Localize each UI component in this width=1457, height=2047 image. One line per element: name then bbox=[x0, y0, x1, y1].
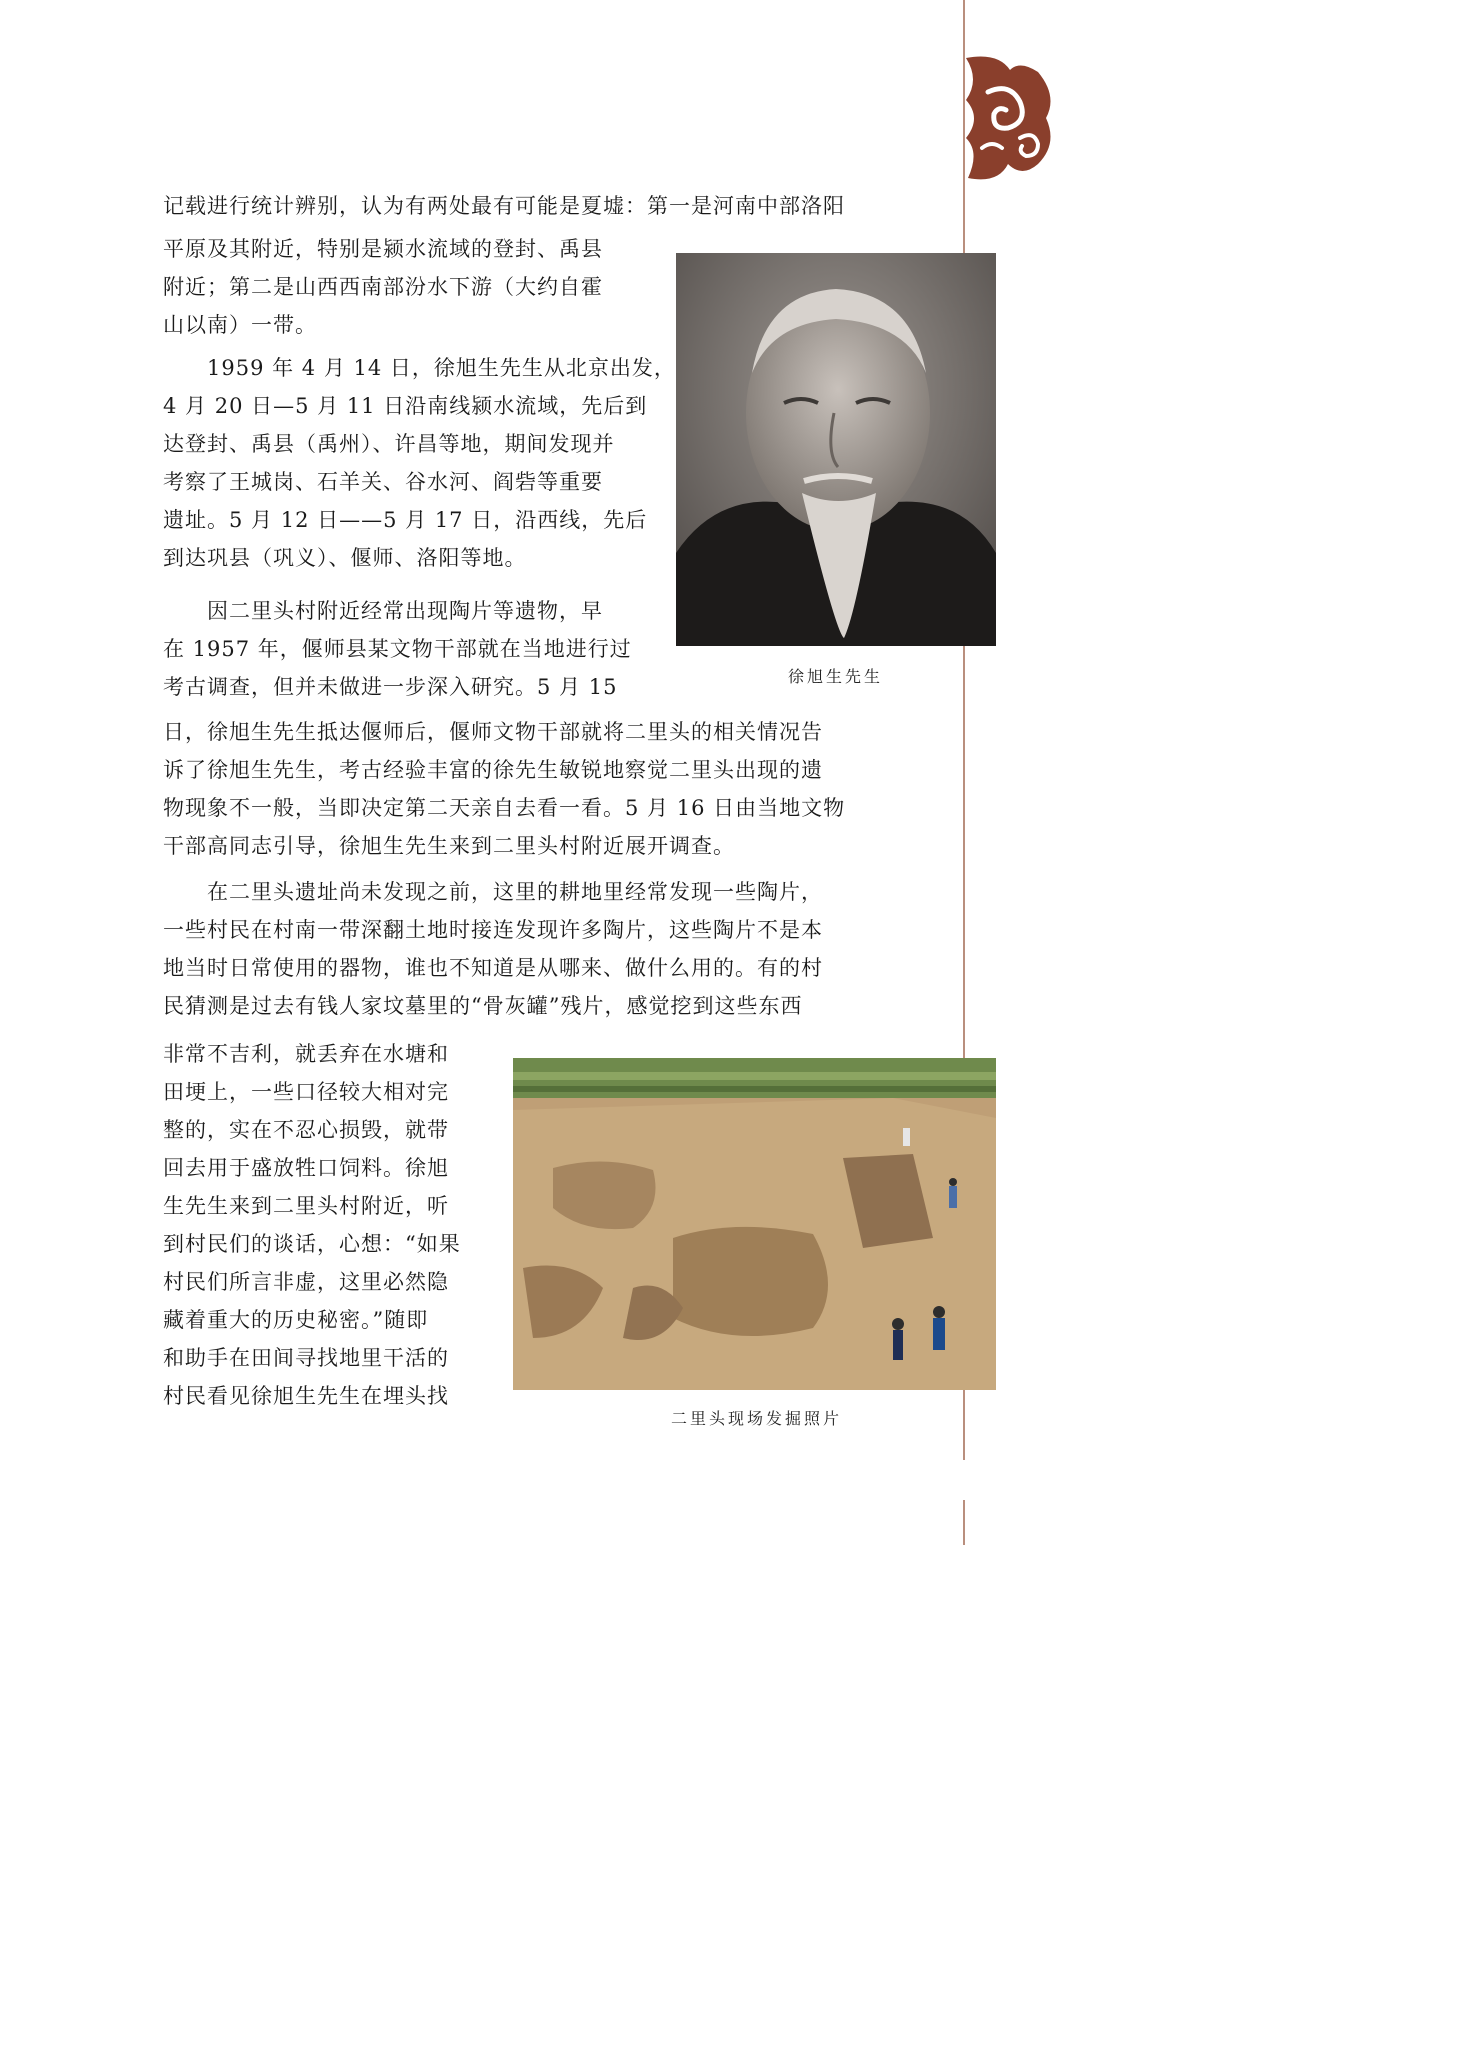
text-line: 达登封、禹县（禹州）、许昌等地，期间发现并 bbox=[163, 432, 615, 456]
text-line: 一些村民在村南一带深翻土地时接连发现许多陶片，这些陶片不是本 bbox=[163, 918, 823, 942]
text-line: 1959 年 4 月 14 日，徐旭生先生从北京出发， bbox=[207, 356, 676, 380]
paragraph-3-narrow bbox=[163, 592, 653, 706]
cloud-ornament-icon bbox=[958, 52, 1060, 184]
text-line: 生先生来到二里头村附近，听 bbox=[163, 1194, 449, 1218]
paragraph-4-narrow bbox=[163, 1035, 493, 1415]
text-line: 物现象不一般，当即决定第二天亲自去看一看。5 月 16 日由当地文物 bbox=[163, 796, 846, 820]
paragraph-1-wrapped bbox=[163, 230, 653, 344]
text-line: 平原及其附近，特别是颍水流域的登封、禹县 bbox=[163, 237, 603, 261]
text-line: 整的，实在不忍心损毁，就带 bbox=[163, 1118, 449, 1142]
text-line: 到村民们的谈话，心想：“如果 bbox=[163, 1232, 461, 1256]
text-line: 干部高同志引导，徐旭生先生来到二里头村附近展开调查。 bbox=[163, 834, 735, 858]
portrait-caption: 徐旭生先生 bbox=[788, 667, 884, 686]
text-line: 民猜测是过去有钱人家坟墓里的“骨灰罐”残片，感觉挖到这些东西 bbox=[163, 994, 803, 1018]
text-line: 记载进行统计辨别，认为有两处最有可能是夏墟：第一是河南中部洛阳 bbox=[163, 194, 845, 218]
text-line: 非常不吉利，就丢弃在水塘和 bbox=[163, 1042, 449, 1066]
paragraph-3-full bbox=[163, 713, 888, 865]
text-line: 村民们所言非虚，这里必然隐 bbox=[163, 1270, 449, 1294]
paragraph-4-full bbox=[163, 873, 888, 1025]
text-line: 到达巩县（巩义）、偃师、洛阳等地。 bbox=[163, 546, 527, 570]
text-line: 附近；第二是山西西南部汾水下游（大约自霍 bbox=[163, 275, 603, 299]
text-line: 回去用于盛放牲口饲料。徐旭 bbox=[163, 1156, 449, 1180]
text-line: 诉了徐旭生先生，考古经验丰富的徐先生敏锐地察觉二里头出现的遗 bbox=[163, 758, 823, 782]
text-line: 和助手在田间寻找地里干活的 bbox=[163, 1346, 449, 1370]
text-line: 考察了王城岗、石羊关、谷水河、阎砦等重要 bbox=[163, 470, 603, 494]
paragraph-2 bbox=[163, 349, 676, 577]
text-line: 日，徐旭生先生抵达偃师后，偃师文物干部就将二里头的相关情况告 bbox=[163, 720, 823, 744]
text-line: 在二里头遗址尚未发现之前，这里的耕地里经常发现一些陶片， bbox=[207, 880, 823, 904]
text-line: 因二里头村附近经常出现陶片等遗物，早 bbox=[207, 599, 603, 623]
text-line: 在 1957 年，偃师县某文物干部就在当地进行过 bbox=[163, 637, 632, 661]
text-line: 考古调查，但并未做进一步深入研究。5 月 15 bbox=[163, 675, 618, 699]
text-line: 遗址。5 月 12 日——5 月 17 日，沿西线，先后 bbox=[163, 508, 648, 532]
text-line: 山以南）一带。 bbox=[163, 313, 317, 337]
margin-rule-bottom bbox=[963, 1500, 965, 1545]
site-caption: 二里头现场发掘照片 bbox=[671, 1409, 843, 1428]
text-line: 地当时日常使用的器物，谁也不知道是从哪来、做什么用的。有的村 bbox=[163, 956, 823, 980]
text-line: 4 月 20 日—5 月 11 日沿南线颍水流域，先后到 bbox=[163, 394, 648, 418]
text-line: 村民看见徐旭生先生在埋头找 bbox=[163, 1384, 449, 1408]
paragraph-1-first-line bbox=[163, 187, 888, 225]
excavation-site-photo bbox=[513, 1058, 996, 1390]
text-line: 田埂上，一些口径较大相对完 bbox=[163, 1080, 449, 1104]
text-line: 藏着重大的历史秘密。”随即 bbox=[163, 1308, 429, 1332]
portrait-photo bbox=[676, 253, 996, 646]
